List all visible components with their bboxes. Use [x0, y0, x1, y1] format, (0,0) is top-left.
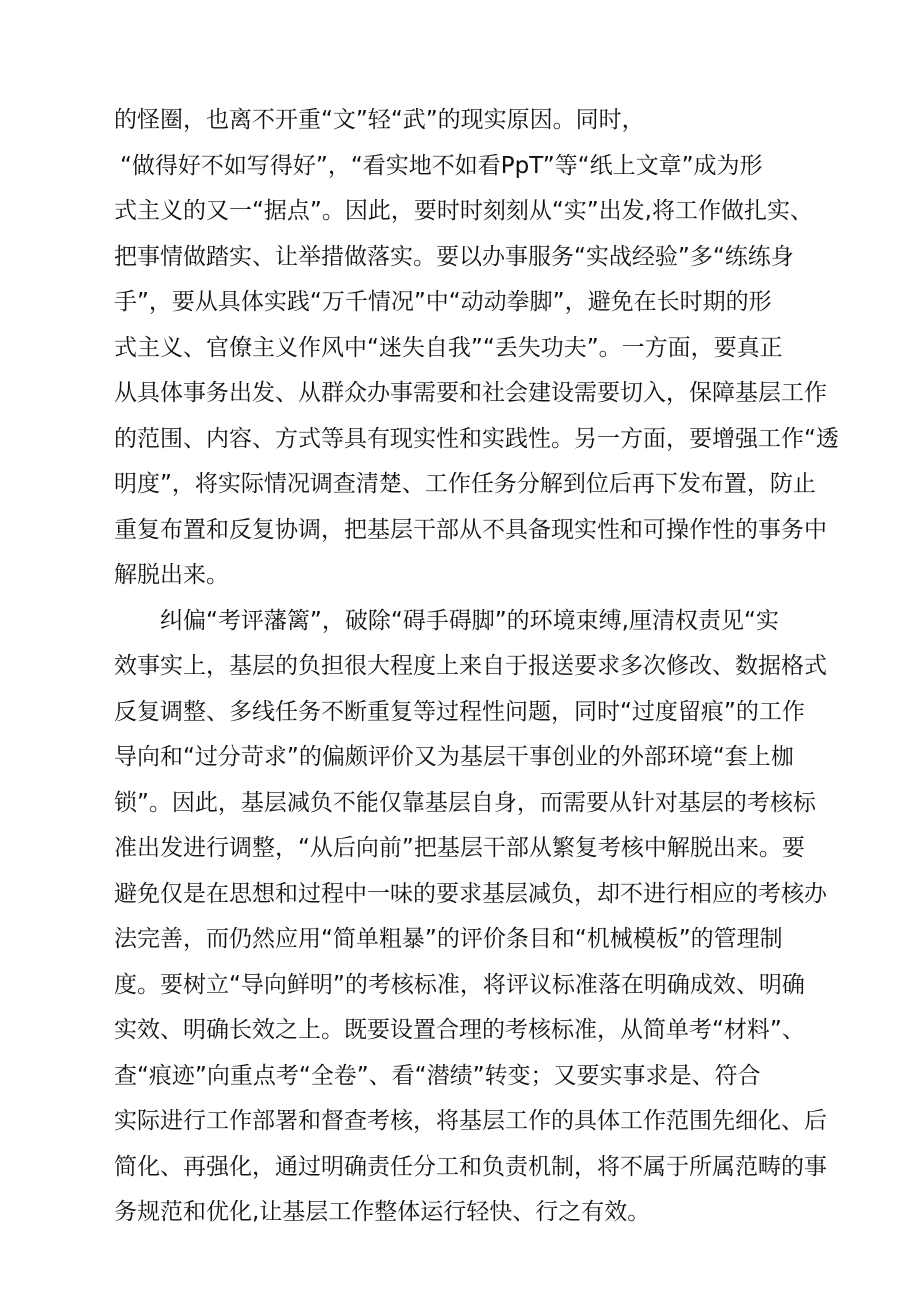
document-body [114, 98, 839, 1236]
text-line: 效事实上，基层的负担很大程度上来自于报送要求多次修改、数据格式 [114, 653, 827, 679]
text-line: 解脱出来。 [114, 562, 229, 588]
text-line: 式主义的又一“据点”。因此，要时时刻刻从“实”出发,将工作做扎实、 [114, 198, 813, 224]
text-line: 手”，要从具体实践“万千情况”中“动动拳脚”，避免在长时期的形 [114, 289, 772, 315]
text-line: 实际进行工作部署和督查考核，将基层工作的具体工作范围先细化、后 [114, 1108, 827, 1134]
text-line: 查“痕迹”向重点考“全卷”、看“潜绩”转变；又要实事求是、符合 [114, 1062, 761, 1089]
text-line: 式主义、官僚主义作风中“迷失自我”“丢失功夫”。一方面，要真正 [114, 334, 783, 361]
text-line: 把事情做踏实、让举措做落实。要以办事服务“实战经验”多“练练身 [114, 243, 794, 270]
text-line: “做得好不如写得好”，“看实地不如看PpT”等“纸上文章”成为形 [120, 152, 763, 179]
text-line: 度。要树立“导向鲜明”的考核标准，将评议标准落在明确成效、明确 [114, 971, 805, 998]
text-line: 反复调整、多线任务不断重复等过程性问题，同时“过度留痕”的工作 [114, 698, 805, 725]
text-line: 导向和“过分苛求”的偏颇评价又为基层干事创业的外部环境“套上枷 [114, 744, 794, 770]
text-line: 锁”。因此，基层减负不能仅靠基层自身，而需要从针对基层的考核标 [114, 789, 816, 816]
text-line: 简化、再强化，通过明确责任分工和负责机制，将不属于所属范畴的事 [114, 1153, 827, 1180]
text-line: 避免仅是在思想和过程中一味的要求基层减负，却不进行相应的考核办 [114, 880, 827, 907]
text-line: 法完善，而仍然应用“简单粗暴”的评价条目和“机械模板”的管理制 [114, 926, 783, 952]
text-line: 重复布置和反复协调，把基层干部从不具备现实性和可操作性的事务中 [114, 516, 827, 543]
text-line: 的范围、内容、方式等具有现实性和实践性。另一方面，要增强工作“透 [114, 425, 839, 452]
paragraph-start-line: 纠偏“考评藩篱”，破除“碍手碍脚”的环境束缚,厘清权责见“实 [160, 607, 779, 634]
text-line: 准出发进行调整，“从后向前”把基层干部从繁复考核中解脱出来。要 [114, 835, 805, 861]
text-line: 从具体事务出发、从群众办事需要和社会建设需要切入，保障基层工作 [114, 380, 827, 406]
text-line: 实效、明确长效之上。既要设置合理的考核标准，从简单考“材料”、 [114, 1017, 805, 1043]
text-line: 明度”，将实际情况调查清楚、工作任务分解到位后再下发布置，防止 [114, 471, 816, 497]
text-line: 的怪圈，也离不开重“文”轻“武”的现实原因。同时， [114, 107, 645, 133]
text-line: 务规范和优化,让基层工作整体运行轻快、行之有效。 [114, 1199, 651, 1225]
